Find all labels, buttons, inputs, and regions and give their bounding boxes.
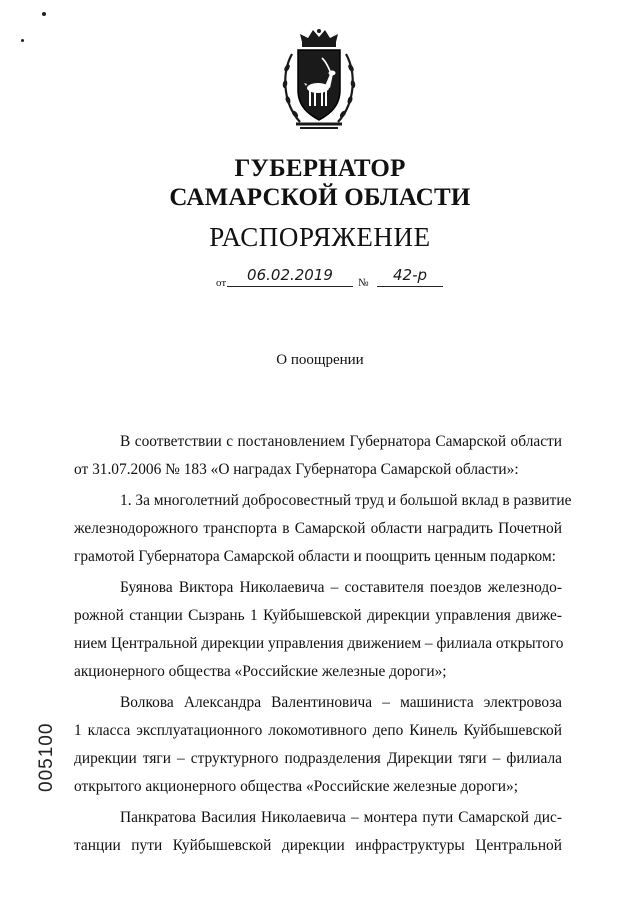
body-line: дирекции тяги – структурного подразделения Дирекции тяги – филиала <box>74 750 562 767</box>
body-line: железнодорожного транспорта в Самарской области наградить Почетной <box>74 520 562 537</box>
organization-title-line2: САМАРСКОЙ ОБЛАСТИ <box>169 184 471 211</box>
document-body <box>74 428 572 860</box>
body-line: грамотой Губернатора Самарской области и поощрить ценным подарком: <box>74 548 556 565</box>
coat-of-arms-emblem <box>278 28 360 132</box>
scan-speck <box>21 39 24 42</box>
side-registration-code: 005100 <box>36 722 57 792</box>
body-line: 1. За многолетний добросовестный труд и большой вклад в развитие <box>120 492 572 509</box>
number-label: № <box>358 277 369 289</box>
body-line: от 31.07.2006 № 183 «О наградах Губернатора Самарской области»: <box>74 461 519 478</box>
body-line: открытого акционерного общества «Российские железные дороги»; <box>74 778 518 795</box>
document-subject: О поощрении <box>276 352 364 368</box>
body-line: Волкова Александра Валентиновича – машиниста электровоза <box>120 694 562 711</box>
handwritten-date: 06.02.2019 <box>227 266 353 287</box>
date-number-line <box>216 266 446 290</box>
organization-title-line1: ГУБЕРНАТОР <box>234 155 406 182</box>
date-from-label: от <box>216 277 227 289</box>
body-line: акционерного общества «Российские железные дороги»; <box>74 663 447 680</box>
body-line: 1 класса эксплуатационного локомотивного депо Кинель Куйбышевской <box>74 722 562 739</box>
handwritten-number: 42-р <box>377 266 443 287</box>
body-line: нием Центральной дирекции управления движением – филиала открытого <box>74 635 564 652</box>
scan-speck <box>42 12 46 16</box>
body-line: В соответствии с постановлением Губернатора Самарской области <box>120 433 562 450</box>
document-type-title: РАСПОРЯЖЕНИЕ <box>209 222 431 252</box>
body-line: рожной станции Сызрань 1 Куйбышевской дирекции управления движе- <box>74 607 562 624</box>
body-line: танции пути Куйбышевской дирекции инфраструктуры Центральной <box>74 837 562 854</box>
body-line: Панкратова Василия Николаевича – монтера пути Самарской дис- <box>120 809 562 826</box>
body-line: Буянова Виктора Николаевича – составителя поездов железнодо- <box>120 579 562 596</box>
